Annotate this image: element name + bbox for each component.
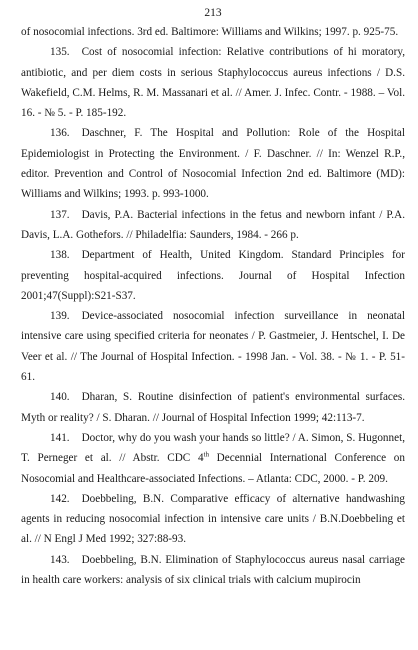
reference-item [21, 306, 405, 387]
reference-number: 140. [50, 391, 70, 404]
reference-number: 139. [50, 310, 70, 323]
reference-number: 143. [50, 553, 70, 566]
reference-number: 138. [50, 249, 70, 262]
reference-superscript: th [203, 450, 209, 459]
reference-text: Daschner, F. The Hospital and Pollution: Role of the Hospital Epidemiologist in Protecting the Environment. / F. Daschner. // In: Wenzel R.P., editor. Prevention and Control of Nosocomial Infection 2nd ed. Baltimore (MD): Williams and Wilkins; 1993. p. 993-1000. [21, 127, 405, 201]
page-number: 213 [204, 7, 222, 19]
reference-text: of nosocomial infections. 3rd ed. Baltimore: Williams and Wilkins; 1997. p. 925-75. [21, 26, 399, 38]
reference-item [21, 42, 405, 123]
reference-item [21, 550, 405, 591]
reference-text: Doctor, why do you wash your hands so little? / A. Simon, S. Hugonnet, T. Perneger et al. // Abstr. CDC 4 [21, 431, 405, 465]
reference-text: Doebbeling, B.N. Elimination of Staphylococcus aureus nasal carriage in health care workers: analysis of six clinical trials with calcium mupirocin [21, 553, 405, 587]
reference-number: 135. [50, 46, 70, 59]
reference-number: 142. [50, 492, 70, 505]
reference-number: 136. [50, 127, 70, 140]
reference-item [21, 245, 405, 306]
reference-continuation [21, 22, 405, 42]
reference-item [21, 489, 405, 550]
reference-text: Dharan, S. Routine disinfection of patient's environmental surfaces. Myth or reality? / S. Dharan. // Journal of Hospital Infection 1999; 42:113-7. [21, 391, 405, 424]
reference-text: Device-associated nosocomial infection surveillance in neonatal intensive care using specified criteria for neonates / P. Gastmeier, J. Hentschel, I. De Veer et al. // The Journal of Hospital Infection. - 1998 Jan. - Vol. 38. - № 1. - P. 51-61. [21, 310, 405, 384]
reference-text: Cost of nosocomial infection: Relative contributions of hi moratory, antibiotic, and per diem costs in serious Staphylococcus aureus infections / D.S. Wakefield, C.M. Helms, R. M. Massanari et al. // Amer. J. Infec. Contr. - 1988. – Vol. 16. - № 5. - P. 185-192. [21, 46, 405, 120]
reference-list [21, 22, 405, 590]
reference-item [21, 123, 405, 204]
reference-item [21, 387, 405, 428]
reference-item [21, 428, 405, 489]
reference-number: 137. [50, 208, 70, 221]
reference-text: Decennial International Conference on Nosocomial and Healthcare-associated Infections. – Atlanta: CDC, 2000. - P. 209. [21, 452, 405, 485]
reference-text: Department of Health, United Kingdom. Standard Principles for preventing hospital-acquired infections. Journal of Hospital Infection 2001;47(Suppl):S21-S37. [21, 249, 405, 302]
reference-text: Doebbeling, B.N. Comparative efficacy of alternative handwashing agents in reducing nosocomial infection in intensive care units / B.N.Doebbeling et al. // N Engl J Med 1992; 327:88-93. [21, 492, 405, 546]
reference-item [21, 205, 405, 246]
reference-text: Davis, P.A. Bacterial infections in the fetus and newborn infant / P.A. Davis, L.A. Gothefors. // Philadelfia: Saunders, 1984. - 266 p. [21, 208, 405, 241]
reference-number: 141. [50, 431, 70, 444]
